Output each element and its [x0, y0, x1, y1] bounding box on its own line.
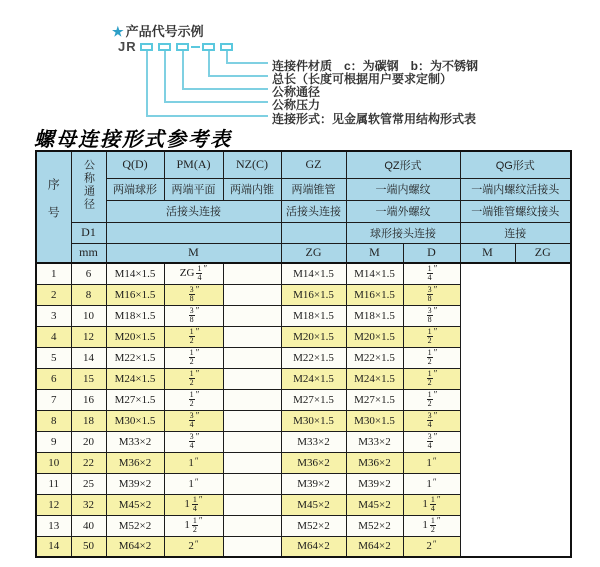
table-row: [36, 452, 571, 473]
header-qz-d: D: [403, 243, 460, 263]
header-qz-type2: 一端外螺纹: [346, 200, 460, 222]
cell-m: M18×1.5: [106, 305, 164, 326]
table-header: [36, 151, 571, 263]
cell-qz-m: [223, 347, 281, 368]
header-qg-type1: 一端内螺纹活接头: [460, 178, 571, 200]
header-gz: GZ: [281, 151, 346, 178]
table-row: [36, 284, 571, 305]
cell-seq: 11: [36, 473, 71, 494]
label-connection-form: 连接形式：见金属软管常用结构形式表: [272, 112, 477, 126]
cell-m: M45×2: [106, 494, 164, 515]
cell-m: M22×1.5: [106, 347, 164, 368]
table-row: [36, 263, 571, 284]
cell-seq: 7: [36, 389, 71, 410]
cell-qz-d: M33×2: [281, 431, 346, 452]
cell-qg-m: M14×1.5: [346, 263, 403, 284]
cell-qg-m: M20×1.5: [346, 326, 403, 347]
label-nominal-dn: 公称通径: [272, 85, 321, 99]
table-row: [36, 431, 571, 452]
diagram-title: [112, 21, 204, 40]
header-nz-type: 两端内锥: [223, 178, 281, 200]
table-row: [36, 305, 571, 326]
label-total-length: 总长（长度可根据用户要求定制）: [272, 72, 453, 86]
diagram-title-text: 产品代号示例: [125, 24, 204, 39]
cell-qg-m: M36×2: [346, 452, 403, 473]
header-m-merged: M: [106, 243, 281, 263]
cell-seq: 6: [36, 368, 71, 389]
cell-seq: 14: [36, 536, 71, 557]
cell-gz: ZG $\frac{1}{4}$ ″: [164, 263, 223, 284]
cell-gz: $\frac{3}{4}$ ″: [164, 431, 223, 452]
header-qz-type1: 一端内螺纹: [346, 178, 460, 200]
cell-qz-d: M18×1.5: [281, 305, 346, 326]
cell-qg-zg: $\frac{3}{8}$ ″: [403, 305, 460, 326]
table-row: [36, 410, 571, 431]
header-pm-type: 两端平面: [164, 178, 223, 200]
cell-gz: $\frac{1}{2}$ ″: [164, 368, 223, 389]
header-qz: QZ形式: [346, 151, 460, 178]
cell-qg-zg: 1 $\frac{1}{4}$ ″: [403, 494, 460, 515]
cell-qg-m: M64×2: [346, 536, 403, 557]
cell-gz: 2″: [164, 536, 223, 557]
cell-gz: $\frac{3}{8}$ ″: [164, 305, 223, 326]
cell-qg-zg: 2″: [403, 536, 460, 557]
table-row: [36, 536, 571, 557]
header-nz: NZ(C): [223, 151, 281, 178]
cell-seq: 4: [36, 326, 71, 347]
cell-qz-m: [223, 431, 281, 452]
cell-gz: $\frac{3}{4}$ ″: [164, 410, 223, 431]
cell-gz: 1″: [164, 452, 223, 473]
cell-seq: 5: [36, 347, 71, 368]
code-box-5: [220, 43, 233, 51]
cell-mm: 6: [71, 263, 106, 284]
cell-qg-m: M30×1.5: [346, 410, 403, 431]
cell-qg-zg: 1″: [403, 473, 460, 494]
cell-qg-m: M52×2: [346, 515, 403, 536]
cell-qz-m: [223, 389, 281, 410]
cell-m: M27×1.5: [106, 389, 164, 410]
cell-gz: 1″: [164, 473, 223, 494]
cell-mm: 32: [71, 494, 106, 515]
cell-qz-d: M16×1.5: [281, 284, 346, 305]
cell-gz: 1 $\frac{1}{2}$ ″: [164, 515, 223, 536]
cell-qz-d: M52×2: [281, 515, 346, 536]
header-blank-mnq: [106, 222, 281, 243]
cell-mm: 40: [71, 515, 106, 536]
cell-m: M16×1.5: [106, 284, 164, 305]
header-mm: mm: [71, 243, 106, 263]
header-qz-m: M: [346, 243, 403, 263]
cell-mm: 15: [71, 368, 106, 389]
cell-qg-zg: $\frac{1}{2}$ ″: [403, 347, 460, 368]
cell-qz-d: M27×1.5: [281, 389, 346, 410]
header-q: Q(D): [106, 151, 164, 178]
header-union-connection: 活接头连接: [106, 200, 281, 222]
table-row: [36, 473, 571, 494]
cell-qz-d: M36×2: [281, 452, 346, 473]
header-dn: 公称通径: [71, 151, 106, 222]
cell-m: M39×2: [106, 473, 164, 494]
header-qg-type2: 一端锥管螺纹接头: [460, 200, 571, 222]
cell-qg-zg: $\frac{3}{4}$ ″: [403, 431, 460, 452]
code-box-2: [158, 43, 171, 51]
cell-mm: 10: [71, 305, 106, 326]
code-dash: [191, 46, 200, 48]
header-blank-gz: [281, 222, 346, 243]
cell-m: M64×2: [106, 536, 164, 557]
cell-qz-m: [223, 452, 281, 473]
cell-qz-d: M14×1.5: [281, 263, 346, 284]
table-row: [36, 515, 571, 536]
cell-gz: $\frac{1}{2}$ ″: [164, 347, 223, 368]
cell-qg-zg: $\frac{1}{2}$ ″: [403, 326, 460, 347]
cell-qz-m: [223, 368, 281, 389]
cell-seq: 3: [36, 305, 71, 326]
cell-qz-m: [223, 473, 281, 494]
cell-qg-zg: $\frac{3}{8}$ ″: [403, 284, 460, 305]
cell-seq: 9: [36, 431, 71, 452]
cell-m: M33×2: [106, 431, 164, 452]
header-qg: QG形式: [460, 151, 571, 178]
cell-mm: 12: [71, 326, 106, 347]
cell-qz-m: [223, 536, 281, 557]
cell-qg-m: M16×1.5: [346, 284, 403, 305]
header-gz-type: 两端锥管: [281, 178, 346, 200]
code-box-4: [202, 43, 215, 51]
cell-qg-zg: 1″: [403, 452, 460, 473]
cell-qz-d: M30×1.5: [281, 410, 346, 431]
header-d1: D1: [71, 222, 106, 243]
nut-connection-table: [35, 150, 572, 558]
cell-seq: 12: [36, 494, 71, 515]
cell-mm: 22: [71, 452, 106, 473]
cell-qz-d: M20×1.5: [281, 326, 346, 347]
table-row: [36, 326, 571, 347]
header-gz-connection: 活接头连接: [281, 200, 346, 222]
cell-qg-m: M27×1.5: [346, 389, 403, 410]
cell-qz-d: M45×2: [281, 494, 346, 515]
cell-qz-d: M64×2: [281, 536, 346, 557]
header-pm: PM(A): [164, 151, 223, 178]
code-box-3: [176, 43, 189, 51]
cell-m: M52×2: [106, 515, 164, 536]
cell-qz-m: [223, 305, 281, 326]
header-qg-m: M: [460, 243, 515, 263]
cell-seq: 13: [36, 515, 71, 536]
cell-qg-m: M33×2: [346, 431, 403, 452]
cell-seq: 2: [36, 284, 71, 305]
cell-qz-d: M22×1.5: [281, 347, 346, 368]
cell-m: M14×1.5: [106, 263, 164, 284]
header-qg-zg: ZG: [515, 243, 571, 263]
label-material: 连接件材质 c：为碳钢 b：为不锈钢: [272, 59, 479, 73]
cell-mm: 50: [71, 536, 106, 557]
cell-qz-m: [223, 263, 281, 284]
cell-qz-d: M24×1.5: [281, 368, 346, 389]
code-box-1: [140, 43, 153, 51]
cell-gz: $\frac{1}{2}$ ″: [164, 389, 223, 410]
cell-qg-m: M24×1.5: [346, 368, 403, 389]
cell-gz: $\frac{1}{2}$ ″: [164, 326, 223, 347]
table-body: [36, 263, 571, 557]
cell-qg-m: M22×1.5: [346, 347, 403, 368]
cell-m: M36×2: [106, 452, 164, 473]
table-row: [36, 347, 571, 368]
cell-m: M20×1.5: [106, 326, 164, 347]
table-row: [36, 494, 571, 515]
header-seq: 序号: [36, 151, 71, 263]
cell-mm: 8: [71, 284, 106, 305]
cell-qz-m: [223, 284, 281, 305]
cell-mm: 18: [71, 410, 106, 431]
cell-gz: 1 $\frac{1}{4}$ ″: [164, 494, 223, 515]
cell-qg-m: M45×2: [346, 494, 403, 515]
cell-qz-m: [223, 410, 281, 431]
header-qg-connection: 连接: [460, 222, 571, 243]
cell-gz: $\frac{3}{8}$ ″: [164, 284, 223, 305]
cell-mm: 20: [71, 431, 106, 452]
cell-qz-m: [223, 326, 281, 347]
cell-seq: 8: [36, 410, 71, 431]
cell-mm: 14: [71, 347, 106, 368]
cell-qz-d: M39×2: [281, 473, 346, 494]
cell-qg-m: M18×1.5: [346, 305, 403, 326]
cell-m: M30×1.5: [106, 410, 164, 431]
table-title: 螺母连接形式参考表: [34, 127, 232, 151]
table-row: [36, 368, 571, 389]
header-q-type: 两端球形: [106, 178, 164, 200]
cell-mm: 25: [71, 473, 106, 494]
cell-qz-m: [223, 515, 281, 536]
star-icon: ★: [112, 24, 124, 39]
cell-qg-zg: $\frac{1}{2}$ ″: [403, 368, 460, 389]
cell-mm: 16: [71, 389, 106, 410]
label-nominal-pn: 公称压力: [272, 98, 321, 112]
cell-qg-zg: $\frac{1}{4}$ ″: [403, 263, 460, 284]
table-row: [36, 389, 571, 410]
cell-qg-zg: $\frac{3}{4}$ ″: [403, 410, 460, 431]
connector-line-5: [146, 51, 268, 117]
cell-seq: 10: [36, 452, 71, 473]
cell-qg-m: M39×2: [346, 473, 403, 494]
cell-qz-m: [223, 494, 281, 515]
cell-m: M24×1.5: [106, 368, 164, 389]
code-prefix: JR: [118, 39, 137, 54]
header-qz-connection: 球形接头连接: [346, 222, 460, 243]
header-zg: ZG: [281, 243, 346, 263]
cell-seq: 1: [36, 263, 71, 284]
cell-qg-zg: 1 $\frac{1}{2}$ ″: [403, 515, 460, 536]
cell-qg-zg: $\frac{1}{2}$ ″: [403, 389, 460, 410]
